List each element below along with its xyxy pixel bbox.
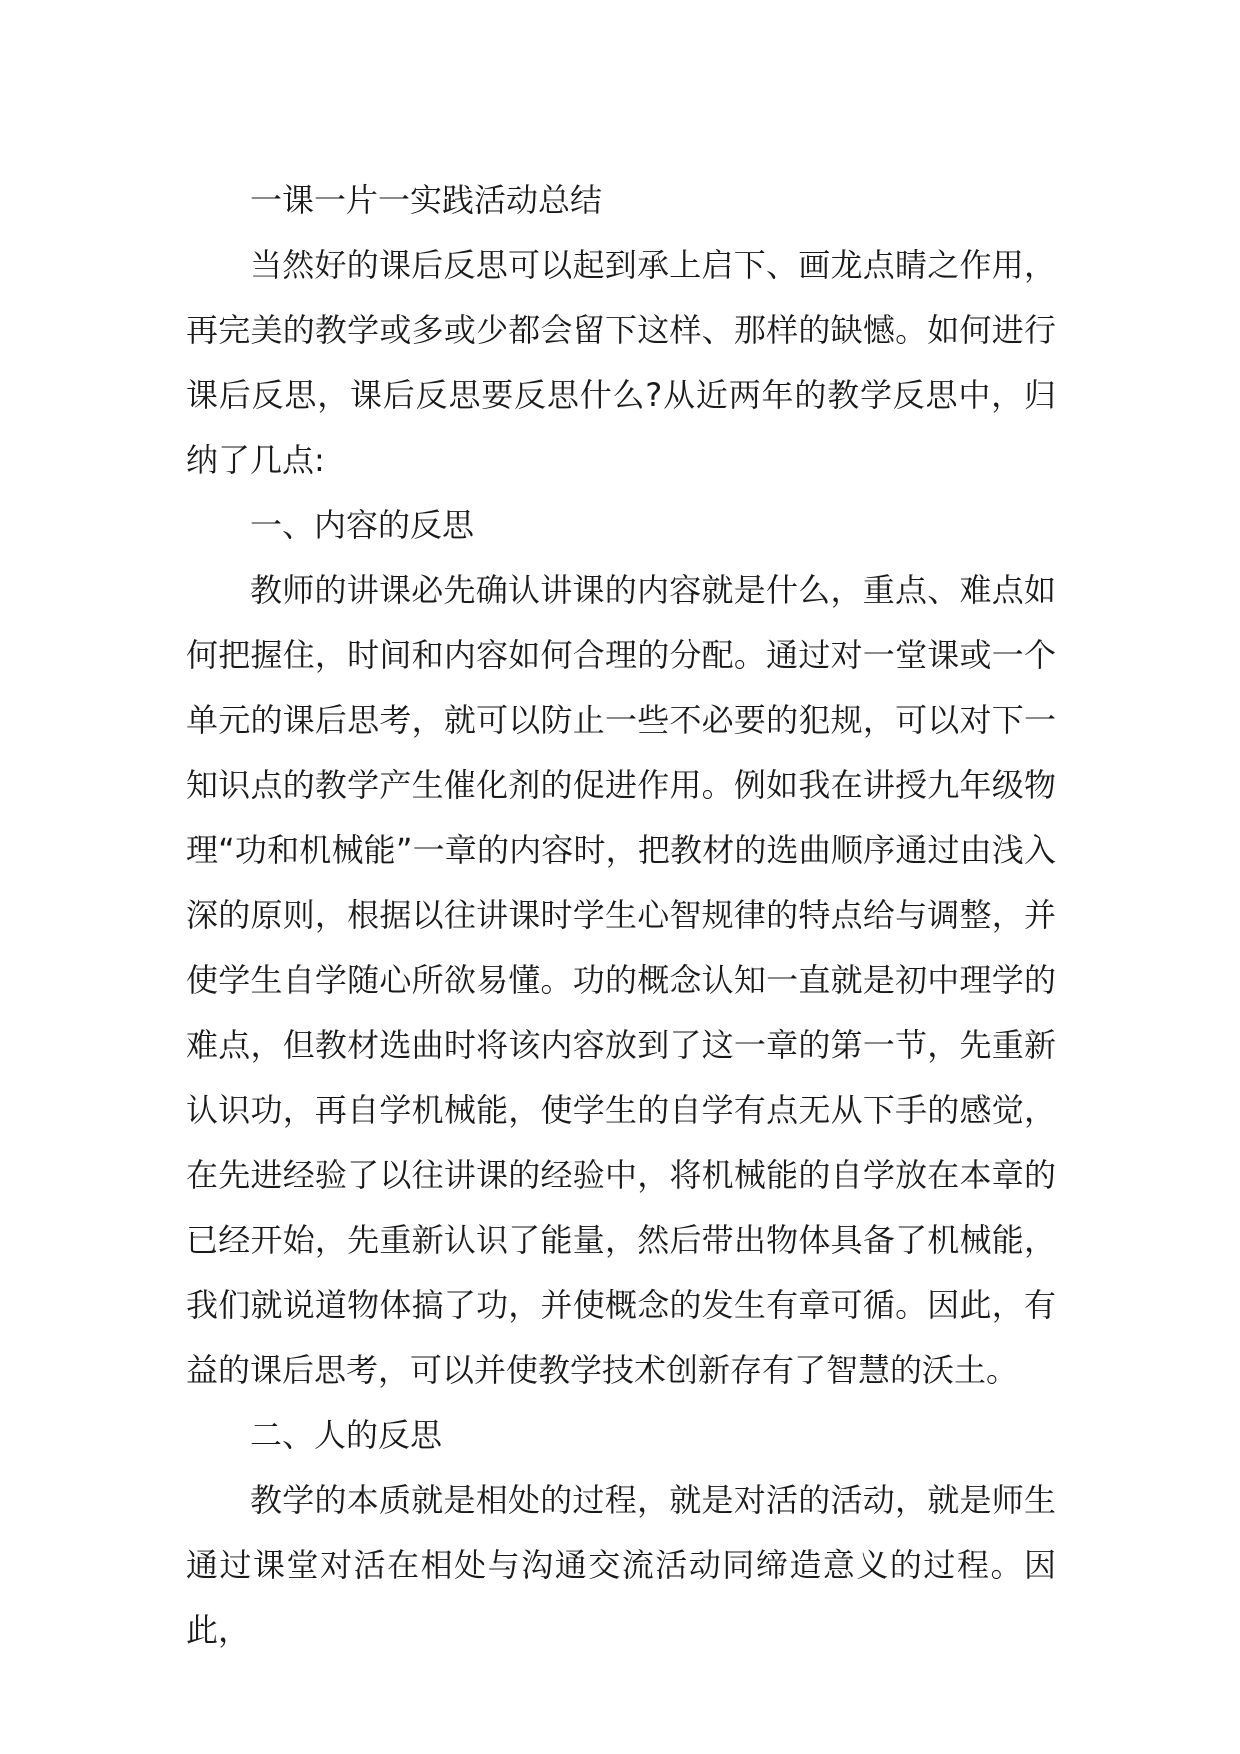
section-body-people: 教学的本质就是相处的过程，就是对活的活动，就是师生通过课堂对活在相处与沟通交流活动同缔造意义的过程。因此， bbox=[186, 1481, 1056, 1649]
document-body bbox=[186, 168, 1056, 1663]
document-title: 一课一片一实践活动总结 bbox=[250, 181, 603, 219]
section-heading-people: 二、人的反思 bbox=[250, 1416, 443, 1454]
section-body-content: 教师的讲课必先确认讲课的内容就是什么，重点、难点如何把握住，时间和内容如何合理的分配。通过对一堂课或一个单元的课后思考，就可以防止一些不必要的犯规，可以对下一知识点的教学产生催化剂的促进作用。例如我在讲授九年级物理“功和机械能”一章的内容时，把教材的选曲顺序通过由浅入深的原则，根据以往讲课时学生心智规律的特点给与调整，并使学生自学随心所欲易懂。功的概念认知一直就是初中理学的难点，但教材选曲时将该内容放到了这一章的第一节，先重新认识功，再自学机械能，使学生的自学有点无从下手的感觉，在先进经验了以往讲课的经验中，将机械能的自学放在本章的已经开始，先重新认识了能量，然后带出物体具备了机械能，我们就说道物体搞了功，并使概念的发生有章可循。因此，有益的课后思考，可以并使教学技术创新存有了智慧的沃土。 bbox=[186, 571, 1056, 1389]
intro-paragraph: 当然好的课后反思可以起到承上启下、画龙点睛之作用，再完美的教学或多或少都会留下这样、那样的缺憾。如何进行课后反思，课后反思要反思什么?从近两年的教学反思中，归纳了几点: bbox=[186, 246, 1056, 479]
section-heading-content: 一、内容的反思 bbox=[250, 506, 475, 544]
